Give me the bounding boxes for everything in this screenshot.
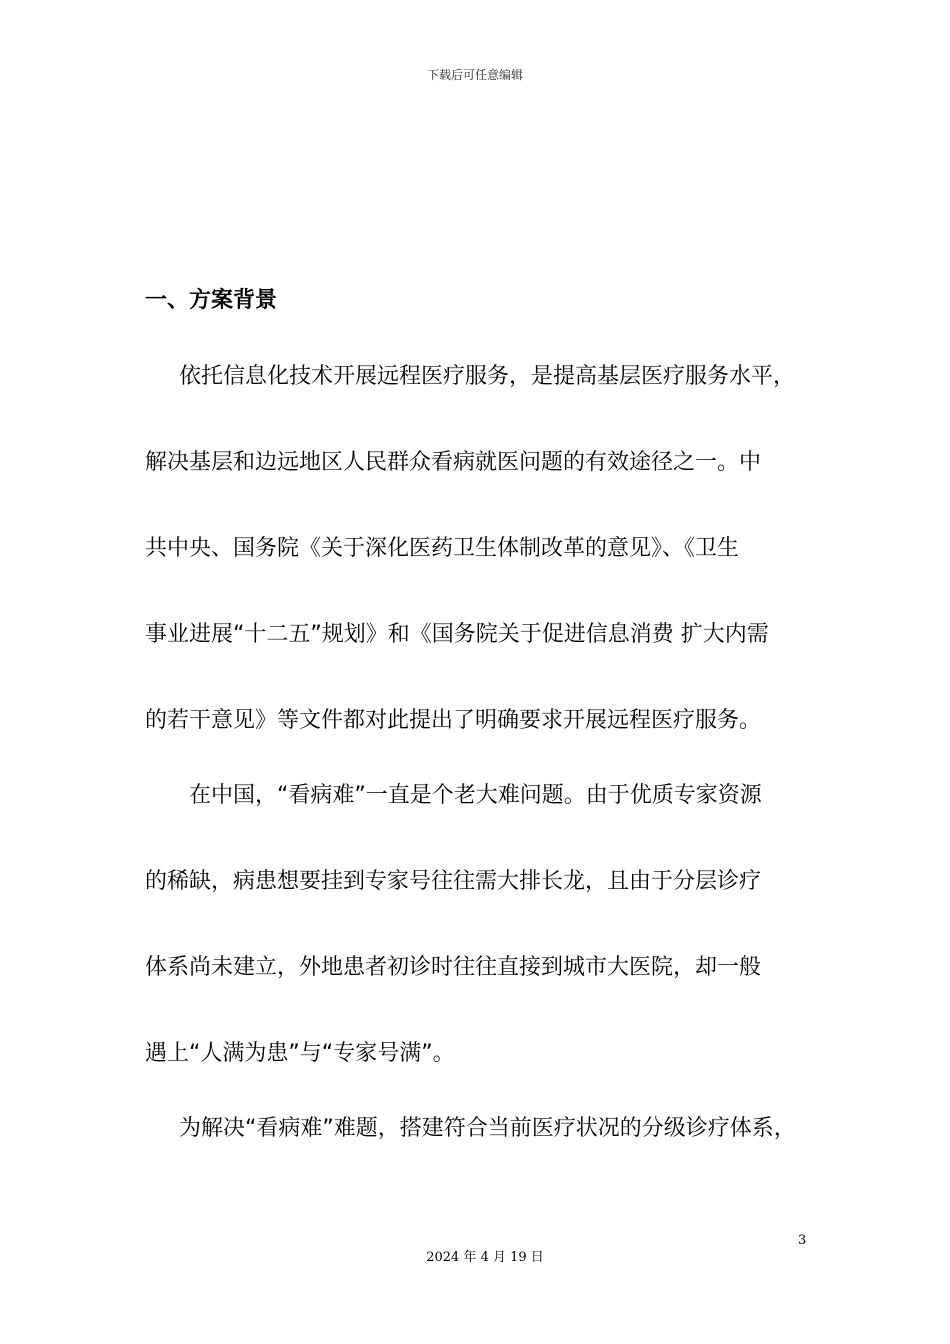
paragraph-line: 依托信息化技术开展远程医疗服务，是提高基层医疗服务水平， [179, 364, 796, 389]
section-heading: 一、方案背景 [145, 288, 278, 313]
footer-date: 2024 年 4 月 19 日 [426, 1250, 544, 1265]
paragraph-line: 为解决“看病难”难题，搭建符合当前医疗状况的分级诊疗体系， [179, 1116, 796, 1141]
paragraph-line: 的若干意见》等文件都对此提出了明确要求开展远程医疗服务。 [145, 708, 762, 733]
paragraph-line: 共中央、国务院《关于深化医药卫生体制改革的意见》、《卫生 [145, 536, 740, 561]
paragraph-line: 的稀缺，病患想要挂到专家号往往需大排长龙，且由于分层诊疗 [145, 869, 762, 894]
paragraph-line: 遇上“人满为患”与“专家号满”。 [145, 1041, 455, 1066]
page-header: 下载后可任意编辑 [426, 68, 523, 82]
page-number: 3 [798, 1233, 807, 1248]
paragraph-line: 解决基层和边远地区人民群众看病就医问题的有效途径之一。中 [145, 450, 762, 475]
paragraph-line: 体系尚未建立，外地患者初诊时往往直接到城市大医院，却一般 [145, 955, 762, 980]
paragraph-line: 事业进展“十二五”规划》和《国务院关于促进信息消费 扩大内需 [145, 622, 769, 647]
paragraph-line: 在中国，“看病难”一直是个老大难问题。由于优质专家资源 [189, 783, 762, 808]
